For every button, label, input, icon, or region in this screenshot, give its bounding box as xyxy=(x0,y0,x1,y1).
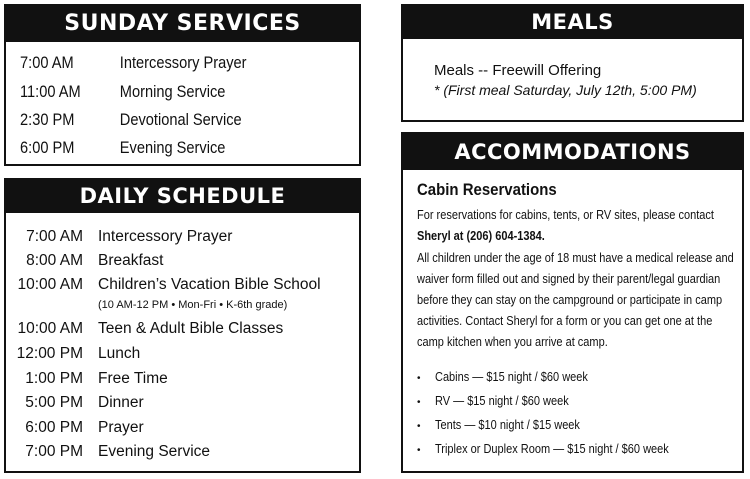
sunday-activity: Intercessory Prayer xyxy=(119,53,247,72)
bullet-icon: • xyxy=(417,373,421,384)
daily-activity: Intercessory Prayer xyxy=(98,228,233,245)
daily-time: 1:00 PM xyxy=(25,370,83,387)
rates-list xyxy=(417,365,737,461)
rate-text: Cabins — $15 night / $60 week xyxy=(435,370,588,384)
meals-title: MEALS xyxy=(403,6,742,39)
daily-activity: Children’s Vacation Bible School xyxy=(98,276,321,293)
daily-time: 6:00 PM xyxy=(25,419,83,436)
sunday-activity: Morning Service xyxy=(119,82,226,101)
sunday-row xyxy=(20,82,225,102)
daily-time: 10:00 AM xyxy=(17,276,83,293)
daily-time: 7:00 AM xyxy=(26,228,83,245)
rate-text: Triplex or Duplex Room — $15 night / $60 week xyxy=(435,442,669,456)
list-item xyxy=(417,389,737,413)
rate-text: RV — $15 night / $60 week xyxy=(435,394,569,408)
daily-activity: Lunch xyxy=(98,345,141,362)
sunday-row xyxy=(20,53,247,73)
sunday-services-title: SUNDAY SERVICES xyxy=(6,6,359,42)
daily-schedule-panel xyxy=(4,178,361,473)
rate-text: Tents — $10 night / $15 week xyxy=(435,418,580,432)
accommodations-body xyxy=(417,180,737,461)
meals-panel xyxy=(401,4,744,122)
list-item xyxy=(417,365,737,389)
medical-release-policy: All children under the age of 18 must have a medical release and waiver form filled out and signed by their parent/legal guardian before they can stay on the campground or participate in camp activities. Contact Sheryl for a form or you can get one at the camp kitchen when you arrive at camp. xyxy=(417,251,734,349)
sunday-time: 11:00 AM xyxy=(20,82,81,101)
sunday-services-panel xyxy=(4,4,361,166)
sunday-time: 6:00 PM xyxy=(20,138,75,157)
daily-time: 10:00 AM xyxy=(17,320,83,337)
daily-activity: Teen & Adult Bible Classes xyxy=(98,320,284,337)
accommodations-title: ACCOMMODATIONS xyxy=(403,134,742,170)
list-item xyxy=(417,413,737,437)
daily-time: 12:00 PM xyxy=(16,345,83,362)
sunday-activity: Evening Service xyxy=(119,138,226,157)
daily-activity: Evening Service xyxy=(98,443,211,460)
daily-time: 5:00 PM xyxy=(25,394,83,411)
bullet-icon: • xyxy=(417,397,421,408)
accommodations-panel xyxy=(401,132,744,473)
daily-time: 8:00 AM xyxy=(26,252,83,269)
vbs-note: (10 AM-12 PM • Mon-Fri • K-6th grade) xyxy=(98,299,288,311)
sunday-time: 7:00 AM xyxy=(20,53,74,72)
list-item xyxy=(417,437,737,461)
reservation-intro-text: For reservations for cabins, tents, or RV sites, please contact xyxy=(417,208,714,222)
daily-time: 7:00 PM xyxy=(25,443,83,460)
bullet-icon: • xyxy=(417,445,421,456)
sunday-time: 2:30 PM xyxy=(20,110,75,129)
daily-activity: Dinner xyxy=(98,394,144,411)
daily-schedule-title: DAILY SCHEDULE xyxy=(6,180,359,213)
sunday-row xyxy=(20,110,242,130)
daily-activity: Breakfast xyxy=(98,252,164,269)
bullet-icon: • xyxy=(417,421,421,432)
meals-offering-line: Meals -- Freewill Offering xyxy=(434,62,602,79)
first-meal-note: * (First meal Saturday, July 12th, 5:00 PM) xyxy=(434,82,697,98)
sunday-activity: Devotional Service xyxy=(119,110,242,129)
cabin-reservations-heading: Cabin Reservations xyxy=(417,180,557,199)
contact-info: Sheryl at (206) 604-1384. xyxy=(417,229,545,243)
reservation-intro xyxy=(417,205,737,247)
daily-activity: Prayer xyxy=(98,419,144,436)
daily-activity: Free Time xyxy=(98,370,168,387)
sunday-row xyxy=(20,138,225,158)
